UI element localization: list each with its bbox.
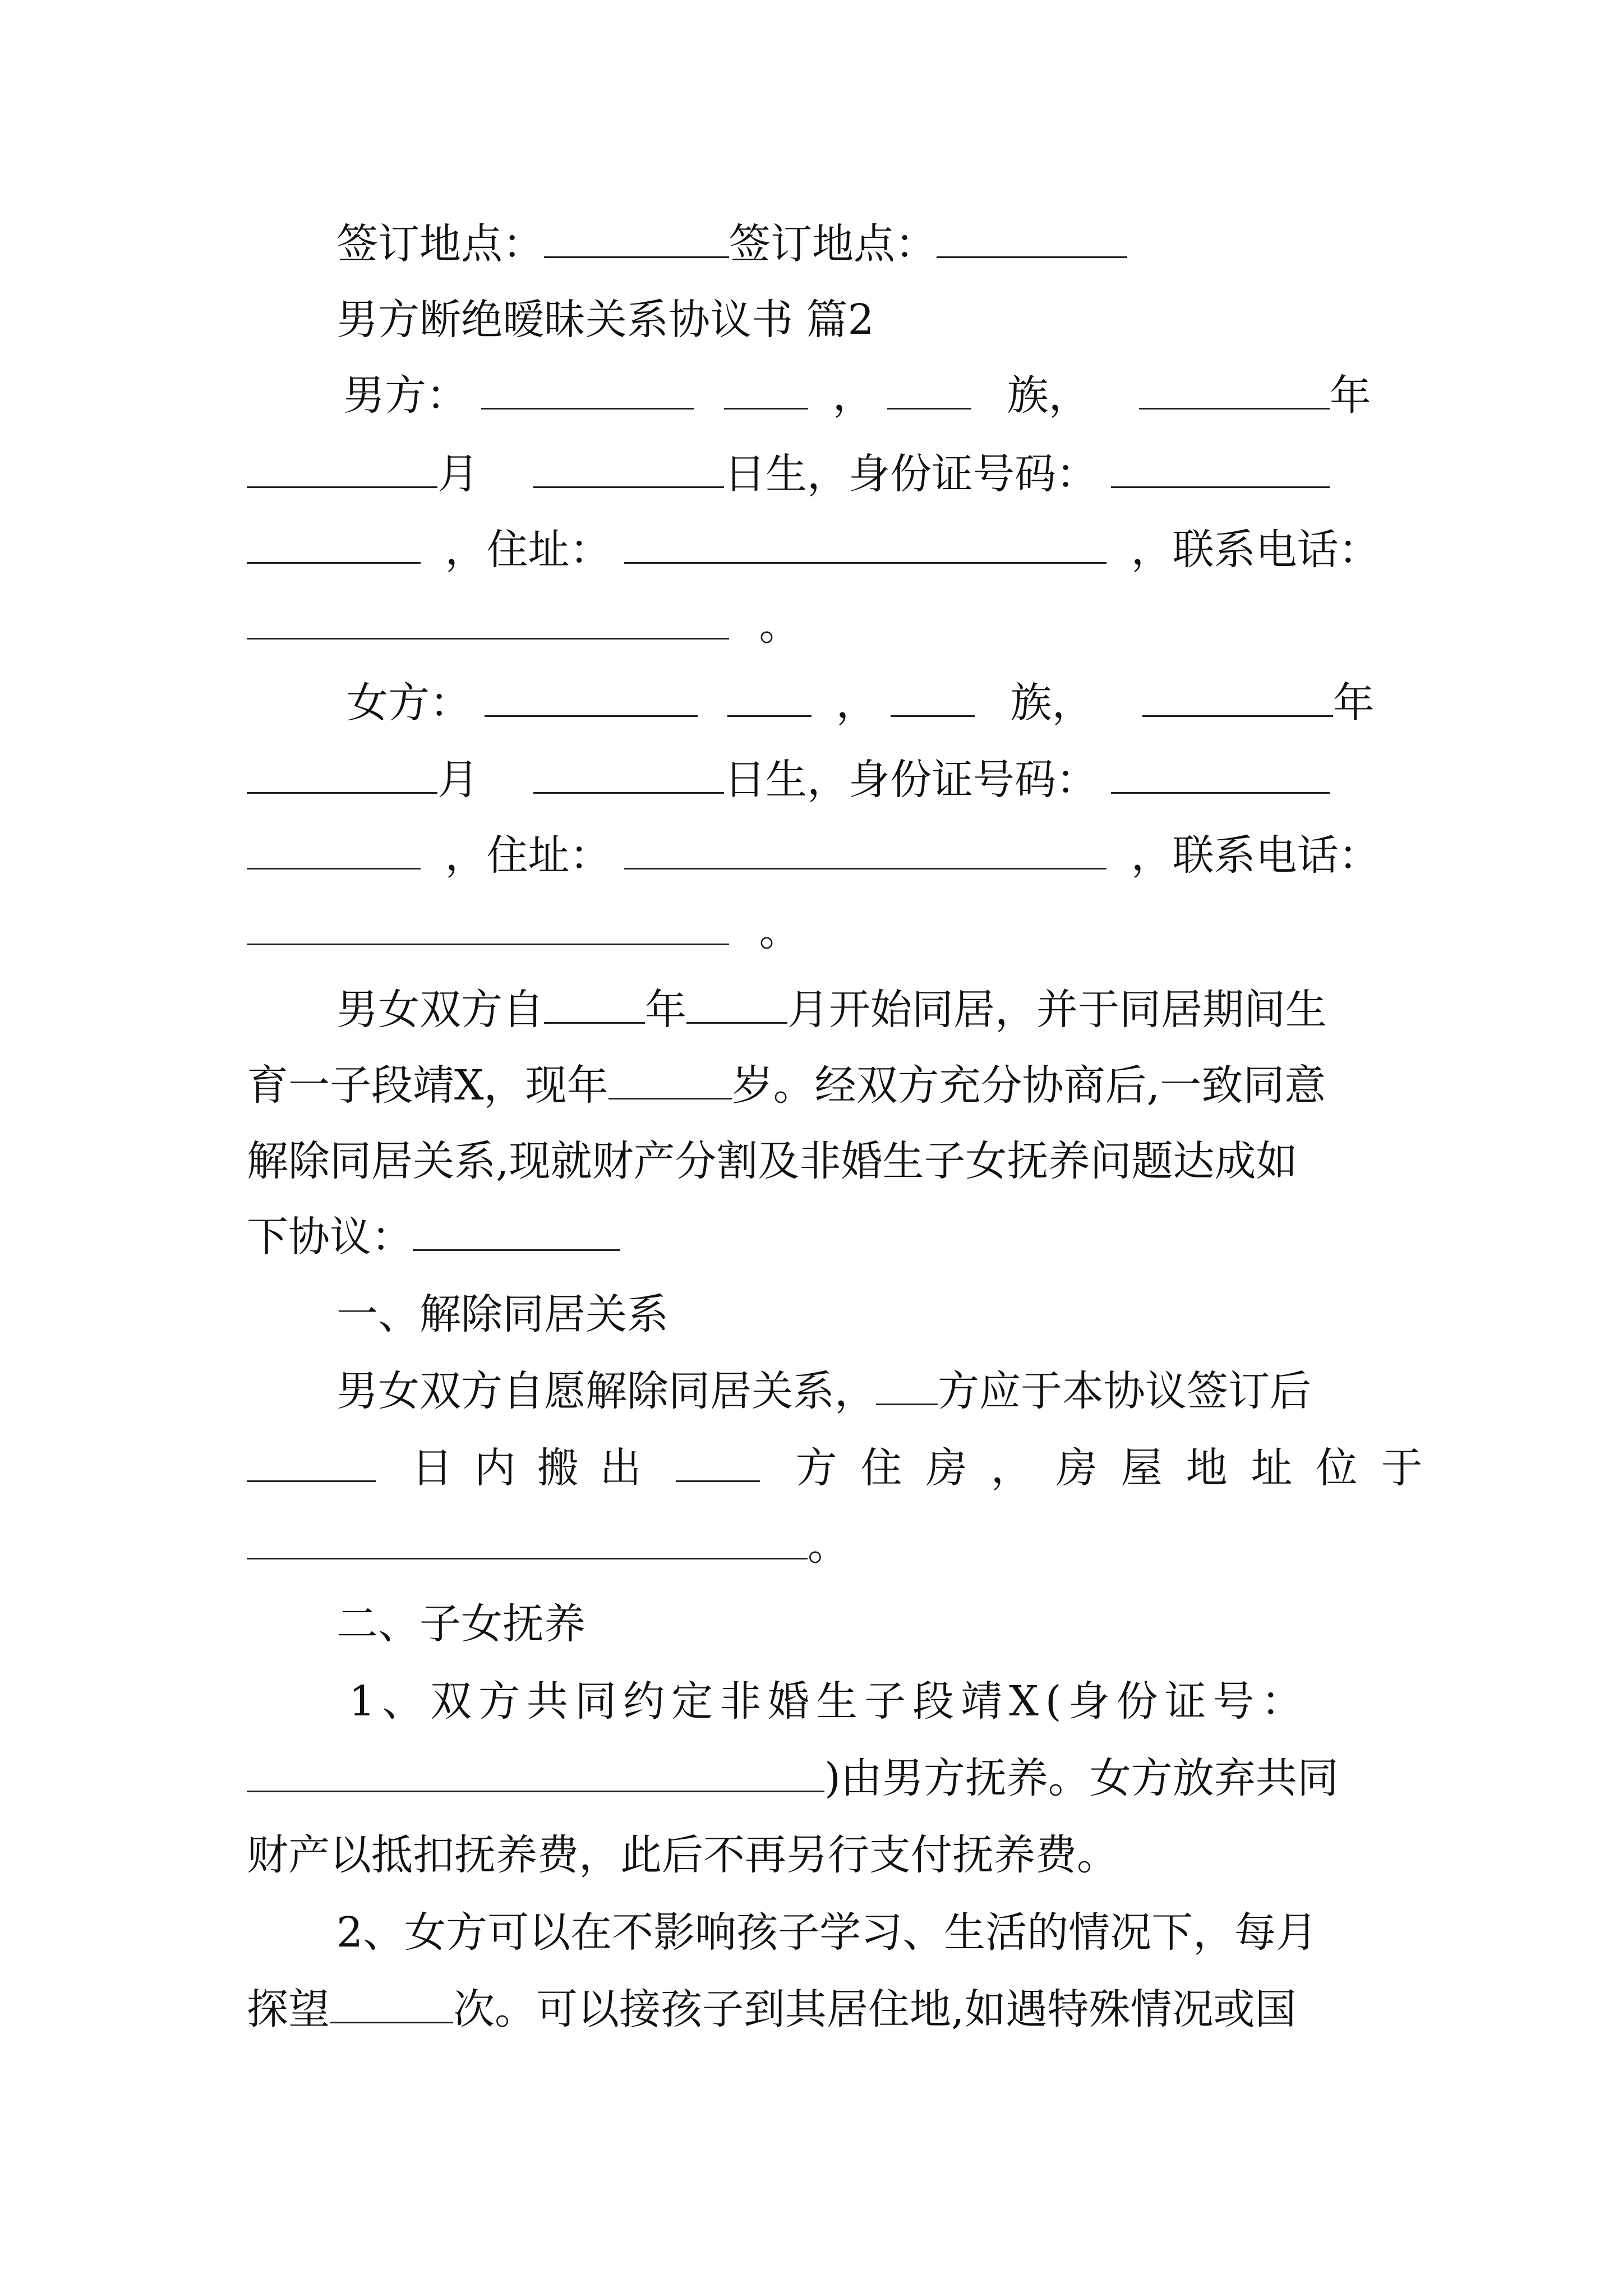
intro-line-4: 下协议： bbox=[247, 1206, 1391, 1268]
blank-field[interactable] bbox=[533, 758, 724, 794]
ethnic-label: 族， bbox=[1010, 679, 1094, 727]
blank-field[interactable] bbox=[247, 604, 729, 639]
section-2-heading: 二、子女抚养 bbox=[336, 1600, 585, 1648]
male-line-4 bbox=[247, 595, 1391, 656]
blank-field[interactable] bbox=[247, 910, 729, 945]
blank-field[interactable] bbox=[676, 1447, 760, 1482]
blank-field[interactable] bbox=[247, 453, 437, 488]
blank-field[interactable] bbox=[481, 374, 694, 409]
blank-field[interactable] bbox=[247, 1524, 808, 1559]
blank-field[interactable] bbox=[1111, 758, 1330, 794]
address-label: ，住址： bbox=[445, 831, 611, 880]
blank-field[interactable] bbox=[533, 453, 724, 488]
month-label: 月 bbox=[437, 756, 479, 804]
blank-field[interactable] bbox=[247, 1447, 376, 1482]
section-2-item-2-line-2: 探望 次。可以接孩子到其居住地,如遇特殊情况或国 bbox=[247, 1985, 1297, 2033]
male-line-2 bbox=[247, 443, 1391, 505]
male-label: 男方： bbox=[343, 371, 468, 420]
intro-line-2: 育一子段靖X，现年 岁。经双方充分协商后,一致同意 bbox=[247, 1061, 1326, 1110]
blank-field[interactable] bbox=[624, 834, 1106, 869]
blank-field[interactable] bbox=[727, 682, 811, 717]
blank-field[interactable] bbox=[485, 682, 698, 717]
intro-line-3: 解除同居关系,现就财产分割及非婚生子女抚养问题达成如 bbox=[247, 1137, 1298, 1185]
blank-field[interactable] bbox=[937, 223, 1127, 258]
intro-line-1: 男女双方自 年 月开始同居，并于同居期间生 bbox=[336, 986, 1327, 1034]
birth-id-label: 日生，身份证号码： bbox=[724, 756, 1098, 804]
blank-field[interactable] bbox=[724, 374, 808, 409]
section-2-item-2-line-1: 2、女方可以在不影响孩子学习、生活的情况下，每月 bbox=[336, 1908, 1318, 1957]
section-2-item-1-line-1: 1、双方共同约定非婚生子段靖X(身份证号： bbox=[349, 1677, 1310, 1726]
male-line-1: 男方： ， 族， 年 bbox=[343, 371, 1371, 420]
sign-place-line bbox=[336, 213, 1391, 275]
period: 。 bbox=[759, 907, 801, 955]
blank-field[interactable] bbox=[608, 1064, 732, 1099]
female-line-3 bbox=[247, 825, 1391, 886]
year-label: 年 bbox=[1329, 371, 1371, 420]
blank-field[interactable] bbox=[544, 223, 729, 258]
blank-field[interactable] bbox=[413, 1216, 620, 1251]
blank-field[interactable] bbox=[247, 528, 421, 564]
blank-field[interactable] bbox=[247, 1757, 824, 1792]
blank-field[interactable] bbox=[624, 528, 1106, 564]
blank-field[interactable] bbox=[1111, 453, 1330, 488]
birth-id-label: 日生，身份证号码： bbox=[724, 450, 1098, 498]
section-2-item-1-line-3: 财产以抵扣抚养费，此后不再另行支付抚养费。 bbox=[247, 1831, 1118, 1879]
section-1-line-1: 男女双方自愿解除同居关系， 方应于本协议签订后 bbox=[336, 1367, 1311, 1415]
blank-field[interactable] bbox=[891, 682, 975, 717]
blank-field[interactable] bbox=[247, 758, 437, 794]
sign-place-label: 签订地点： bbox=[336, 220, 544, 268]
female-label: 女方： bbox=[347, 679, 471, 727]
female-line-2 bbox=[247, 749, 1391, 811]
sign-place-label: 签订地点： bbox=[729, 220, 937, 268]
section-1-line-3: 。 bbox=[247, 1515, 1391, 1576]
blank-field[interactable] bbox=[876, 1370, 938, 1405]
address-label: ，住址： bbox=[445, 526, 611, 574]
section-2-item-1-line-2: )由男方抚养。女方放弃共同 bbox=[247, 1747, 1391, 1809]
blank-field[interactable] bbox=[544, 988, 645, 1024]
blank-field[interactable] bbox=[330, 1988, 453, 2023]
ethnic-label: 族， bbox=[1007, 371, 1090, 420]
section-1-heading: 一、解除同居关系 bbox=[336, 1290, 668, 1338]
blank-field[interactable] bbox=[1139, 374, 1330, 409]
doc-title: 男方断绝暧昧关系协议书 篇2 bbox=[336, 296, 874, 344]
phone-label: ，联系电话： bbox=[1131, 526, 1380, 574]
blank-field[interactable] bbox=[887, 374, 971, 409]
female-line-4 bbox=[247, 900, 1391, 962]
female-line-1: 女方： ， 族， 年 bbox=[347, 679, 1375, 727]
year-label: 年 bbox=[1332, 679, 1375, 727]
month-label: 月 bbox=[437, 450, 479, 498]
blank-field[interactable] bbox=[247, 834, 421, 869]
section-1-line-2: 日内搬出 方住房，房屋地址位于 bbox=[247, 1437, 1391, 1499]
phone-label: ，联系电话： bbox=[1131, 831, 1380, 880]
period: 。 bbox=[759, 601, 801, 650]
male-line-3 bbox=[247, 519, 1391, 581]
blank-field[interactable] bbox=[1142, 682, 1333, 717]
blank-field[interactable] bbox=[686, 988, 787, 1024]
